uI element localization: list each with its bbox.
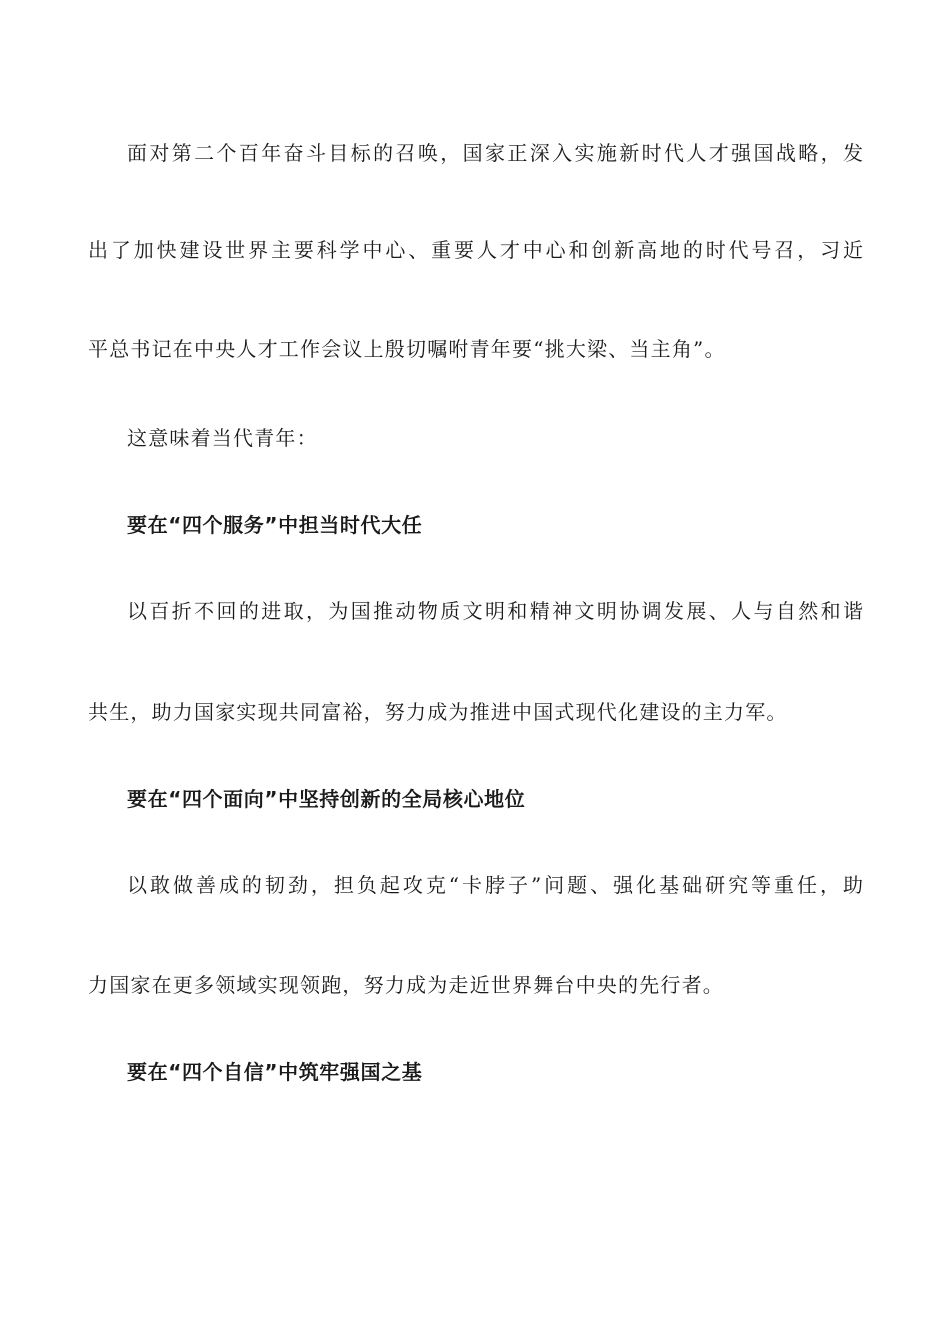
- section-2-line-1: 以敢做善成的韧劲，担负起攻克“卡脖子”问题、强化基础研究等重任，助: [127, 873, 863, 897]
- paragraph-1-line-3: 平总书记在中央人才工作会议上殷切嘱咐青年要“挑大梁、当主角”。: [88, 337, 726, 361]
- paragraph-1-line-1: 面对第二个百年奋斗目标的召唤，国家正深入实施新时代人才强国战略，发: [127, 141, 863, 165]
- section-1-line-2: 共生，助力国家实现共同富裕，努力成为推进中国式现代化建设的主力军。: [88, 700, 788, 724]
- section-2-line-2: 力国家在更多领域实现领跑，努力成为走近世界舞台中央的先行者。: [88, 973, 724, 997]
- section-3-heading: 要在“四个自信”中筑牢强国之基: [127, 1060, 423, 1084]
- intro-line: 这意味着当代青年：: [127, 426, 318, 450]
- section-1-line-1: 以百折不回的进取，为国推动物质文明和精神文明协调发展、人与自然和谐: [127, 599, 863, 623]
- section-2-heading: 要在“四个面向”中坚持创新的全局核心地位: [127, 787, 526, 811]
- paragraph-1-line-2: 出了加快建设世界主要科学中心、重要人才中心和创新高地的时代号召，习近: [88, 238, 863, 262]
- section-1-heading: 要在“四个服务”中担当时代大任: [127, 513, 423, 537]
